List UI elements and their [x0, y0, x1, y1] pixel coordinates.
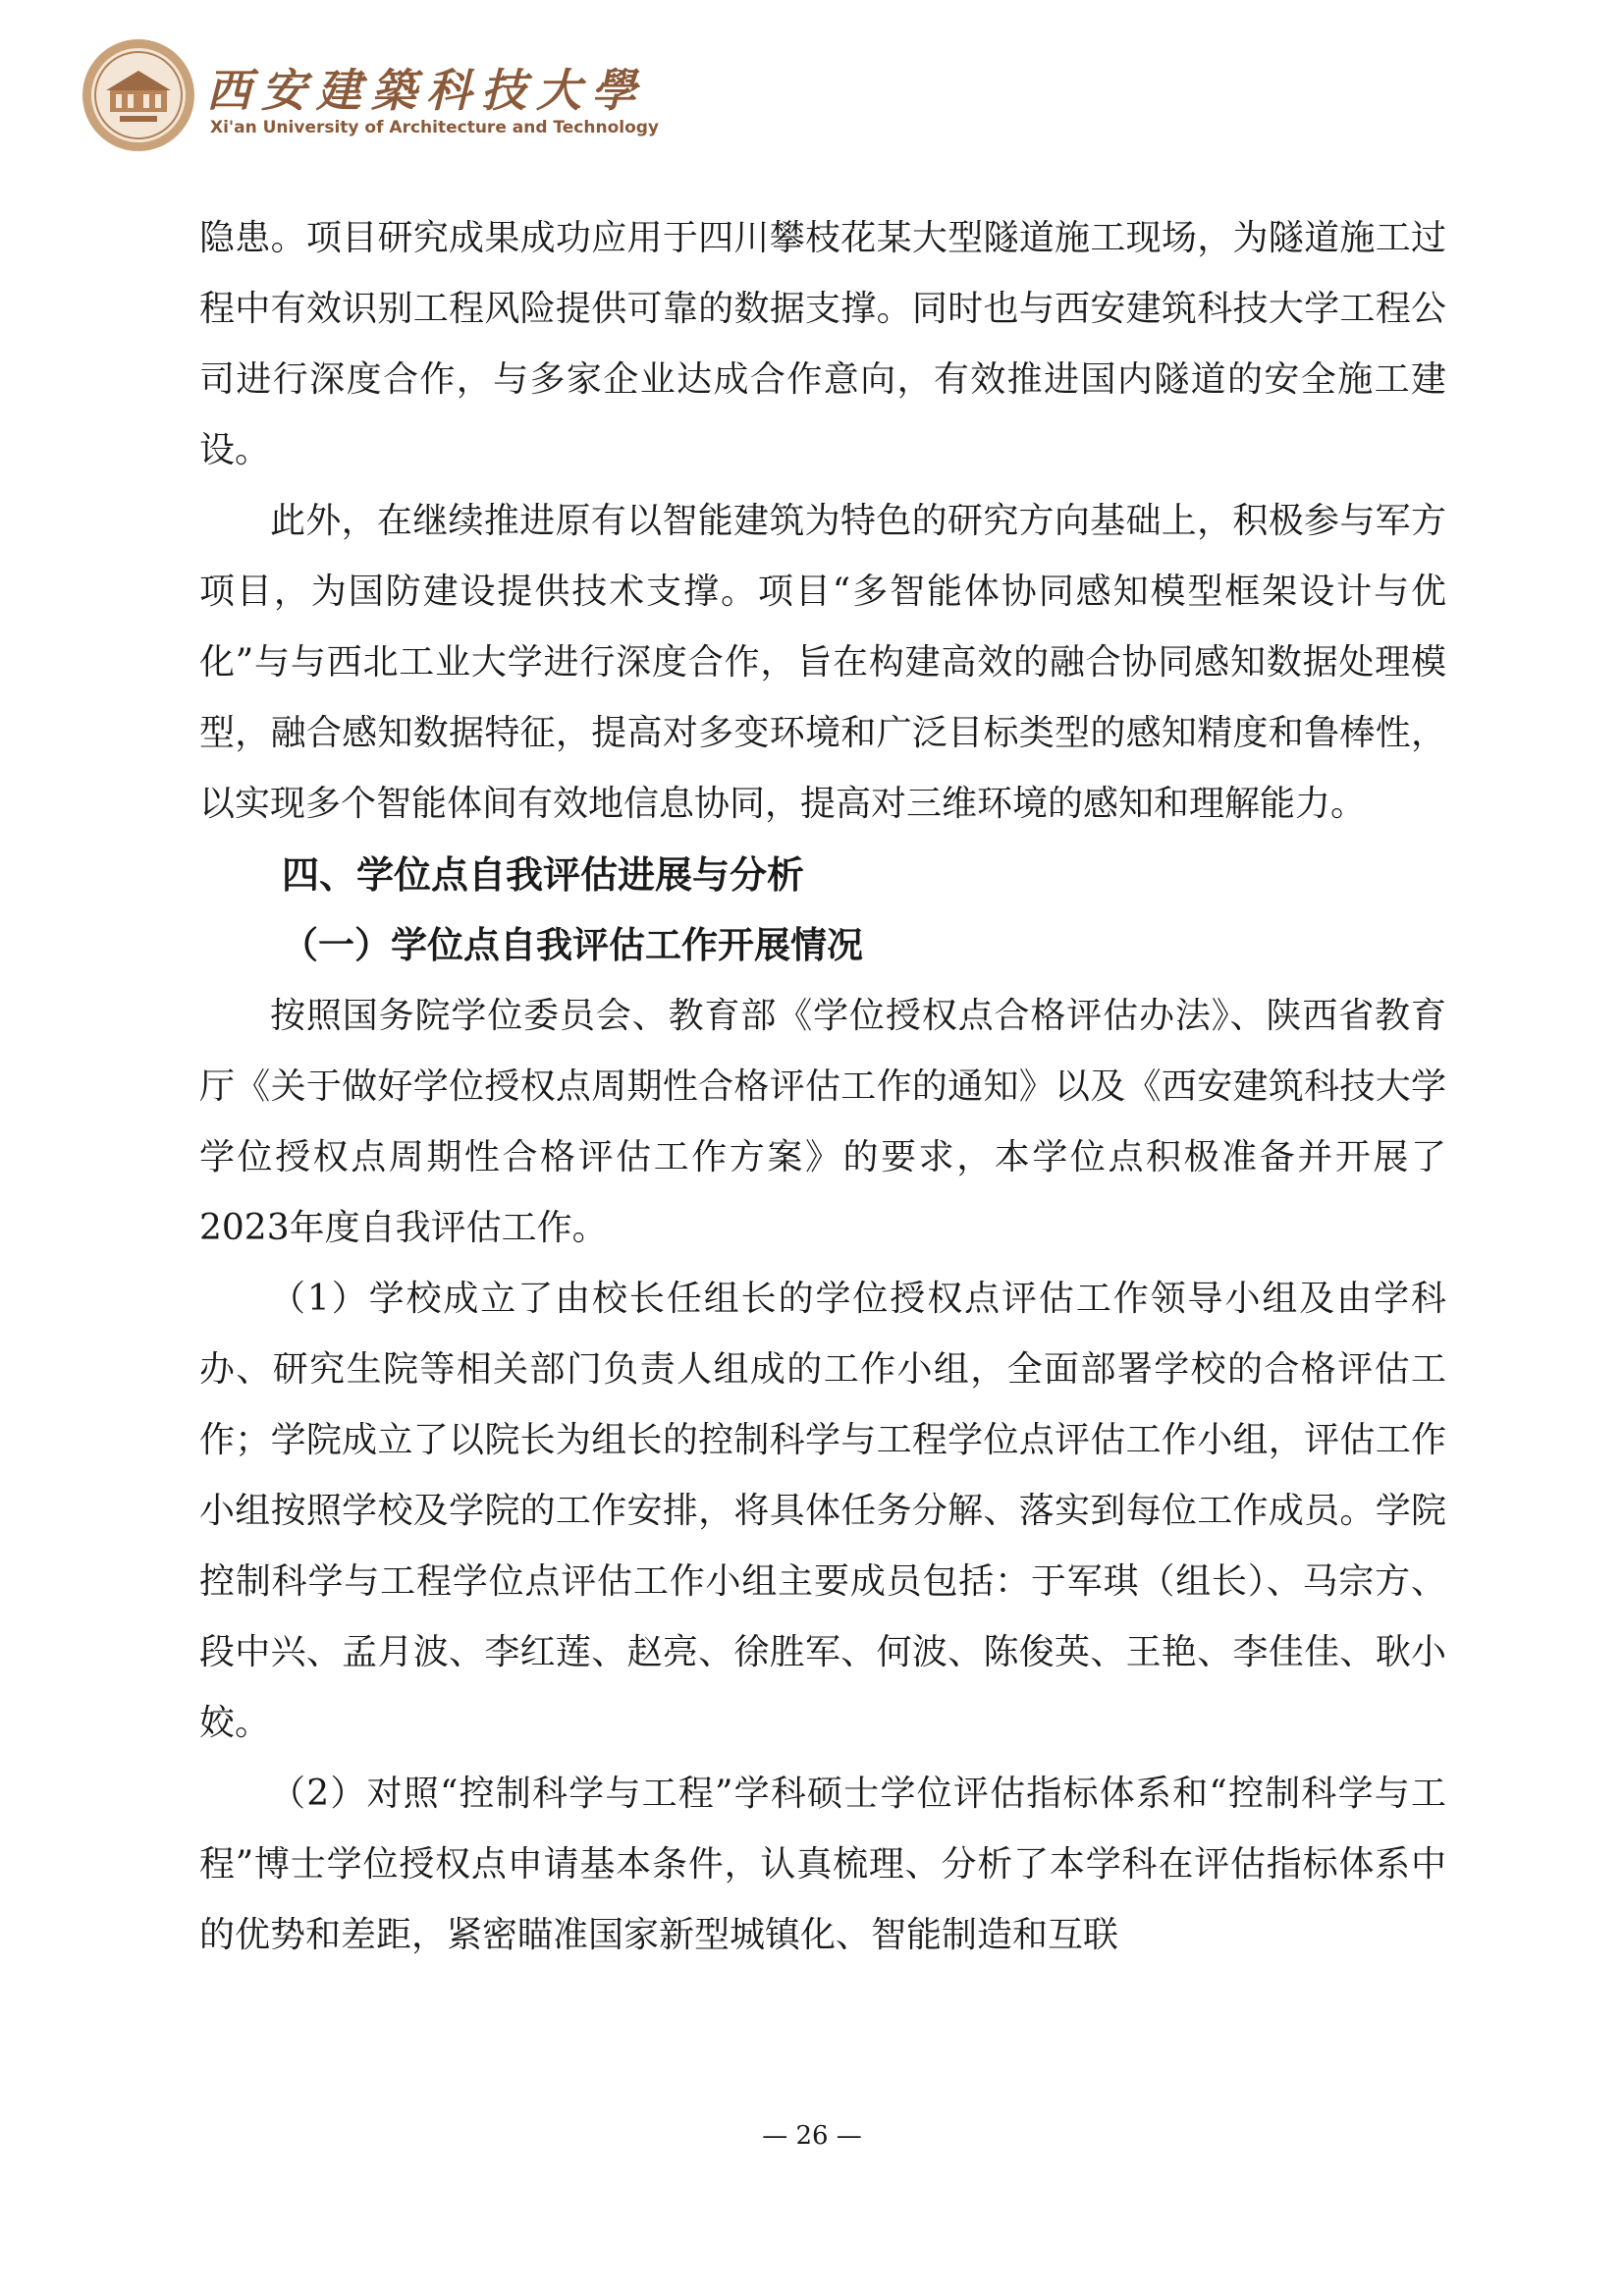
page-number: — 26 — — [762, 2121, 862, 2151]
paragraph-evaluation-basis: 按照国务院学位委员会、教育部《学位授权点合格评估办法》、陕西省教育厅《关于做好学位授权点周期性合格评估工作的通知》以及《西安建筑科技大学学位授权点周期性合格评估工作方案》的要求，本学位点积极准备并开展了2023年度自我评估工作。 — [199, 996, 1446, 1248]
university-logo-chinese: 西安建築科技大學 — [206, 64, 646, 117]
paragraph-military-projects: 此外，在继续推进原有以智能建筑为特色的研究方向基础上，积极参与军方项目，为国防建设提供技术支撑。项目“多智能体协同感知模型框架设计与优化”与与西北工业大学进行深度合作，旨在构建高效的融合协同感知数据处理模型，融合感知数据特征，提高对多变环境和广泛目标类型的感知精度和鲁棒性，以实现多个智能体间有效地信息协同，提高对三维环境的感知和理解能力。 — [199, 501, 1446, 824]
section-heading: 四、学位点自我评估进展与分析 — [282, 853, 805, 897]
university-seal-icon — [81, 37, 196, 153]
header — [81, 37, 768, 155]
document-body — [199, 203, 1446, 1971]
paragraph-continued: 隐患。项目研究成果成功应用于四川攀枝花某大型隧道施工现场，为隧道施工过程中有效识别工程风险提供可靠的数据支撑。同时也与西安建筑科技大学工程公司进行深度合作，与多家企业达成合作意向，有效推进国内隧道的安全施工建设。 — [199, 218, 1446, 470]
university-logo-english: Xi'an University of Architecture and Technology — [210, 118, 660, 137]
subsection-heading: （一）学位点自我评估工作开展情况 — [282, 924, 863, 966]
paragraph-item-2: （2）对照“控制科学与工程”学科硕士学位评估指标体系和“控制科学与工程”博士学位授权点申请基本条件，认真梳理、分析了本学科在评估指标体系中的优势和差距，紧密瞄准国家新型城镇化、智能制造和互联 — [199, 1774, 1446, 1955]
paragraph-item-1: （1）学校成立了由校长任组长的学位授权点评估工作领导小组及由学科办、研究生院等相关部门负责人组成的工作小组，全面部署学校的合格评估工作；学院成立了以院长为组长的控制科学与工程学位点评估工作小组，评估工作小组按照学校及学院的工作安排，将具体任务分解、落实到每位工作成员。学院控制科学与工程学位点评估工作小组主要成员包括：于军琪（组长）、马宗方、段中兴、孟月波、李红莲、赵亮、徐胜军、何波、陈俊英、王艳、李佳佳、耿小姣。 — [199, 1279, 1446, 1743]
